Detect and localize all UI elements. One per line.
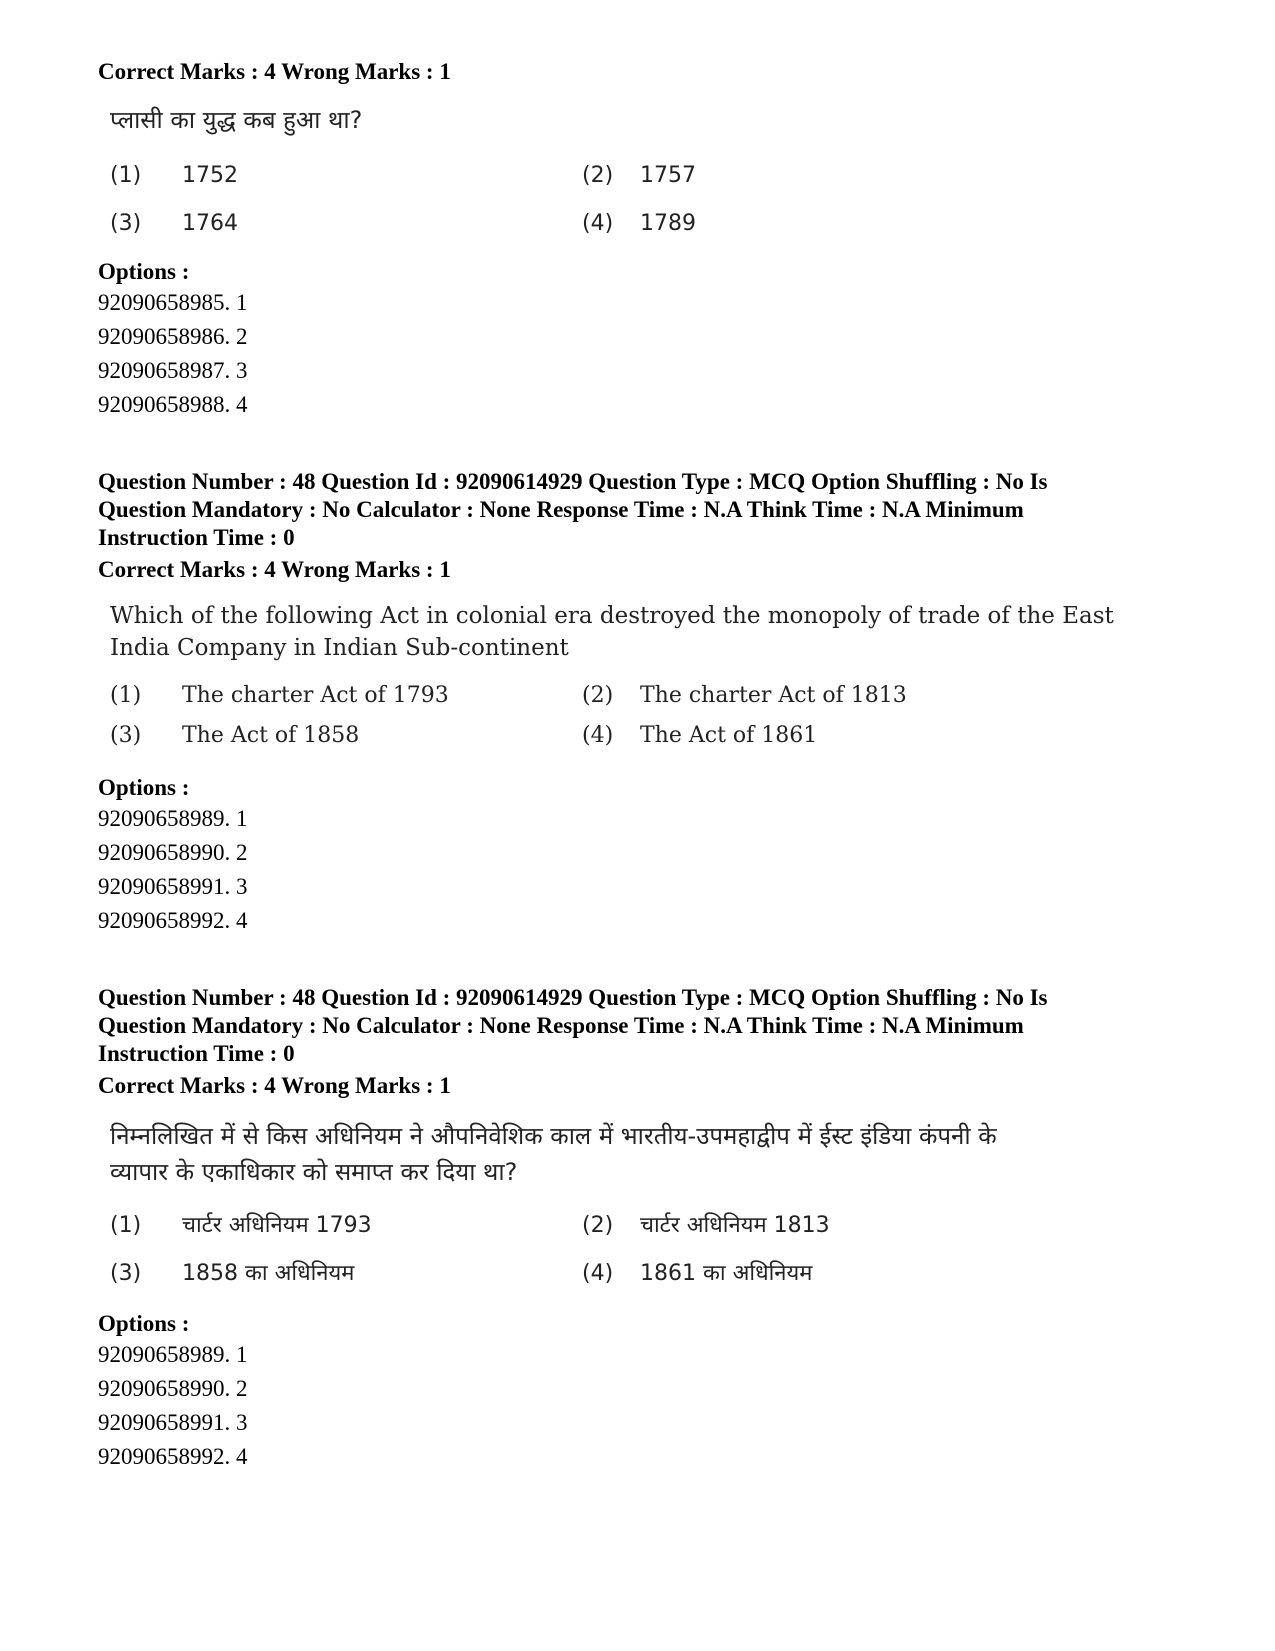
question-stem-line: निम्नलिखित में से किस अधिनियम ने औपनिवेशिक काल में भारतीय-उपमहाद्वीप में ईस्ट इंडिया कंपनी के <box>110 1122 997 1150</box>
choice-text: 1764 <box>182 211 238 236</box>
marks-line: Correct Marks : 4 Wrong Marks : 1 <box>98 1073 451 1098</box>
question-image <box>110 600 1178 756</box>
choice-number: (1) <box>110 163 142 188</box>
choice-number: (2) <box>582 163 614 188</box>
options-label: Options : <box>98 1311 190 1336</box>
option-item: 92090658991. 3 <box>98 874 248 899</box>
question-block-2 <box>98 468 1178 938</box>
choice-text: The Act of 1861 <box>640 723 818 748</box>
question-stem-line: व्यापार के एकाधिकार को समाप्त कर दिया था? <box>110 1158 518 1186</box>
choice-number: (3) <box>110 723 142 748</box>
option-item: 92090658986. 2 <box>98 324 248 349</box>
marks-line: Correct Marks : 4 Wrong Marks : 1 <box>98 59 451 84</box>
options-list <box>98 1338 1178 1474</box>
choice-number: (3) <box>110 211 142 236</box>
option-item: 92090658991. 3 <box>98 1410 248 1435</box>
question-stem-line: Which of the following Act in colonial era destroyed the monopoly of trade of the East <box>110 603 1114 629</box>
meta-line: Question Mandatory : No Calculator : None Response Time : N.A Think Time : N.A Minimum <box>98 497 1024 522</box>
question-meta <box>98 984 1178 1068</box>
choice-text: The Act of 1858 <box>182 723 360 748</box>
choice-number: (4) <box>582 723 614 748</box>
choice-text: 1752 <box>182 163 238 188</box>
choice-text: चार्टर अधिनियम 1813 <box>640 1213 830 1238</box>
meta-line: Question Number : 48 Question Id : 92090614929 Question Type : MCQ Option Shuffling : No Is <box>98 985 1048 1010</box>
option-item: 92090658987. 3 <box>98 358 248 383</box>
choice-text: The charter Act of 1813 <box>640 683 907 708</box>
choice-number: (4) <box>582 1261 614 1286</box>
marks-line: Correct Marks : 4 Wrong Marks : 1 <box>98 557 451 582</box>
meta-line: Question Number : 48 Question Id : 92090614929 Question Type : MCQ Option Shuffling : No Is <box>98 469 1048 494</box>
options-list <box>98 802 1178 938</box>
choice-number: (1) <box>110 1213 142 1238</box>
options-label: Options : <box>98 259 190 284</box>
choice-grid <box>110 1202 1178 1298</box>
meta-line: Instruction Time : 0 <box>98 1041 295 1066</box>
choice-text: 1861 का अधिनियम <box>640 1261 813 1286</box>
question-block-1 <box>98 58 1178 422</box>
meta-line: Instruction Time : 0 <box>98 525 295 550</box>
question-image <box>110 102 1178 248</box>
choice-number: (2) <box>582 683 614 708</box>
choice-number: (2) <box>582 1213 614 1238</box>
document-page <box>98 58 1178 1474</box>
question-meta <box>98 468 1178 552</box>
choice-number: (4) <box>582 211 614 236</box>
choice-number: (3) <box>110 1261 142 1286</box>
option-item: 92090658990. 2 <box>98 1376 248 1401</box>
options-list <box>98 286 1178 422</box>
choice-text: चार्टर अधिनियम 1793 <box>182 1213 372 1238</box>
choice-text: 1789 <box>640 211 696 236</box>
question-image <box>110 1118 1178 1298</box>
option-item: 92090658992. 4 <box>98 1444 248 1469</box>
option-item: 92090658989. 1 <box>98 1342 248 1367</box>
choice-number: (1) <box>110 683 142 708</box>
options-label: Options : <box>98 775 190 800</box>
choice-grid <box>110 676 1178 756</box>
option-item: 92090658988. 4 <box>98 392 248 417</box>
option-item: 92090658989. 1 <box>98 806 248 831</box>
meta-line: Question Mandatory : No Calculator : None Response Time : N.A Think Time : N.A Minimum <box>98 1013 1024 1038</box>
choice-text: 1757 <box>640 163 696 188</box>
option-item: 92090658990. 2 <box>98 840 248 865</box>
choice-text: The charter Act of 1793 <box>182 683 449 708</box>
question-stem: प्लासी का युद्ध कब हुआ था? <box>110 106 363 134</box>
choice-grid <box>110 152 1178 248</box>
question-block-3 <box>98 984 1178 1474</box>
option-item: 92090658985. 1 <box>98 290 248 315</box>
question-stem-line: India Company in Indian Sub-continent <box>110 635 569 661</box>
option-item: 92090658992. 4 <box>98 908 248 933</box>
choice-text: 1858 का अधिनियम <box>182 1261 355 1286</box>
